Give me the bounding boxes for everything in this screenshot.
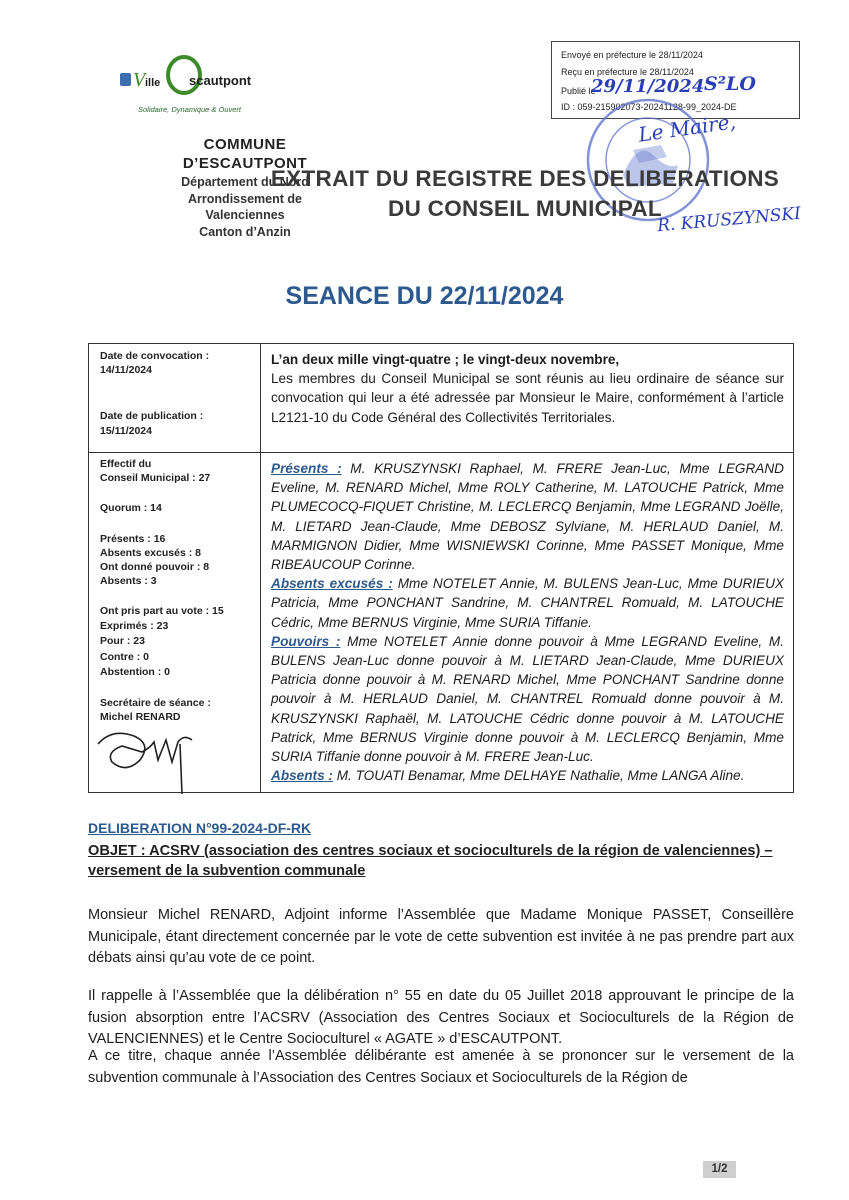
absents-list: M. TOUATI Benamar, Mme DELHAYE Nathalie, Mme LANGA Aline. (332, 768, 745, 784)
le-maire-handwritten: Le Maire, (636, 109, 738, 147)
stamp-id: ID : 059-215902073-20241128-99_2024-DE (561, 102, 737, 112)
logo-tagline: Solidaire, Dynamique & Ouvert (138, 105, 241, 114)
effectif-value: Conseil Municipal : 27 (100, 472, 211, 484)
ont-pris-part-count: Ont pris part au vote : 15 (100, 605, 224, 617)
table-divider-horizontal (88, 452, 794, 453)
secretaire-label: Secrétaire de séance : (100, 697, 211, 709)
commune-arrondissement: Arrondissement de (188, 191, 302, 206)
absents-excuses-list: Mme NOTELET Annie, M. BULENS Jean-Luc, Mme DURIEUX Patricia, Mme PONCHANT Sandrine, M. CHANTREL Romuald, M. LATOUCHE Cédric, Mme BERNUS Virginie, Mme SURIA Tiffanie. (271, 576, 784, 630)
table-divider-vertical (260, 343, 261, 793)
register-title (255, 164, 795, 224)
commune-line1: COMMUNE (203, 136, 287, 153)
ont-donne-pouvoir-count: Ont donné pouvoir : 8 (100, 561, 210, 573)
stamp-handwritten-date: 29/11/2024 (591, 76, 705, 97)
secretaire-name: Michel RENARD (100, 711, 181, 723)
attendance-details (271, 459, 784, 785)
intro-date-line: L’an deux mille vingt-quatre ; le vingt-deux novembre, (271, 352, 620, 367)
ville-escautpont-logo (112, 55, 272, 125)
logo-escautpont: scautpont (189, 73, 252, 88)
absents-paragraph (271, 766, 784, 785)
exprimes-count: Exprimés : 23 (100, 620, 169, 632)
absents-label: Absents : (271, 768, 333, 784)
pouvoirs-label: Pouvoirs : (271, 633, 341, 649)
body-paragraph-3: A ce titre, chaque année l’Assemblée délibérante est amenée à se prononcer sur le versement de la subvention communale à l’Association des Centres Sociaux et Socioculturels de la Région de (88, 1048, 794, 1086)
presents-label: Présents : (271, 461, 342, 476)
commune-department: Département du Nord (181, 175, 309, 189)
pour-count: Pour : 23 (100, 635, 145, 647)
quorum: Quorum : 14 (100, 502, 162, 514)
body-paragraph-1: Monsieur Michel RENARD, Adjoint informe l’Assemblée que Madame Monique PASSET, Conseillère Municipale, étant directement concernée par le vote de cette subvention est invitée à ne pas prendre part aux débats ainsi qu’au vote de ce point. (88, 907, 794, 966)
absents-excuses-label: Absents excusés : (271, 576, 393, 592)
logo-v: V (133, 69, 146, 91)
publication-label: Date de publication : (100, 410, 204, 422)
abstention-count: Abstention : 0 (100, 666, 170, 678)
maire-name-handwritten: R. KRUSZYNSKI (656, 203, 802, 237)
presents-list: M. KRUSZYNSKI Raphael, M. FRERE Jean-Luc, Mme LEGRAND Eveline, M. RENARD Michel, Mme ROLY Catherine, M. LATOUCHE Patrick, Mme PLUMECOCQ-FIQUET Christine, M. LECLERCQ Benjamin, Mme LEGRAND Joëlle, M. LIETARD Jean-Claude, Mme DEBOSZ Sylviane, M. HERLAUD Daniel, M. MARMIGNON Didier, Mme WISNIEWSKI Corinne, Mme PASSET Monique, Mme RIBEAUCOUP Corinne. (271, 461, 784, 573)
convocation-label: Date de convocation : (100, 350, 210, 362)
secretaire-signature (92, 722, 202, 798)
body-paragraph-2: Il rappelle à l’Assemblée que la délibération n° 55 en date du 05 Juillet 2018 approuvant le principe de la fusion absorption entre l’ACSRV (Association des Centres Sociaux et Socioculturels de la Région de VALENCIENNES) et le Centre Socioculturel « AGATE » d’ESCAUTPONT. (88, 988, 794, 1047)
deliberation-number: DELIBERATION N°99-2024-DF-RK (88, 820, 312, 836)
commune-line2: D’ESCAUTPONT (182, 155, 308, 172)
deliberation-objet: OBJET : ACSRV (association des centres sociaux et socioculturels de la région de valenciennes) – versement de la subvention communale (88, 843, 773, 879)
contre-count: Contre : 0 (100, 651, 150, 663)
absents-count: Absents : 3 (100, 575, 157, 587)
logo-ville: ille (145, 77, 161, 89)
commune-canton: Canton d’Anzin (199, 224, 291, 239)
convocation-value: 14/11/2024 (100, 364, 152, 376)
presents-count: Présents : 16 (100, 533, 166, 545)
effectif-label: Effectif du (100, 458, 152, 470)
absents-excuses-count: Absents excusés : 8 (100, 547, 201, 559)
absents-excuses-paragraph (271, 574, 784, 632)
seance-title: SEANCE DU 22/11/2024 (285, 282, 564, 310)
pouvoirs-paragraph (271, 632, 784, 766)
page-number: 1/2 (703, 1161, 736, 1178)
presents-paragraph (271, 459, 784, 574)
stamp-publie: Publié le (561, 86, 596, 96)
intro-text: Les membres du Conseil Municipal se sont réunis au lieu ordinaire de séance sur convocation qui leur a été adressée par Monsieur le Maire, conformément à l’article L2121-10 du Code Général des Collectivités Territoriales. (271, 371, 784, 425)
pouvoirs-list: Mme NOTELET Annie donne pouvoir à Mme LEGRAND Eveline, M. BULENS Jean-Luc donne pouvoir à M. LIETARD Jean-Claude, Mme DURIEUX Patricia donne pouvoir à M. RENARD Michel, Mme PONCHANT Sandrine donne pouvoir à M. HERLAUD Daniel, M. CHANTREL Romuald donne pouvoir à M. KRUSZYNSKI Raphaël, M. LATOUCHE Cédric donne pouvoir à M. LATOUCHE Patrick, Mme BERNUS Virginie donne pouvoir à M. LECLERCQ Benjamin, Mme SURIA Tiffanie donne pouvoir à M. FRERE Jean-Luc. (271, 633, 785, 765)
stamp-recu: Reçu en préfecture le 28/11/2024 (561, 67, 694, 77)
stamp-handwritten-slo: S²LO (704, 73, 756, 95)
coat-of-arms-icon (120, 73, 131, 86)
register-title-line1: EXTRAIT DU REGISTRE DES DELIBERATIONS (270, 166, 780, 191)
register-title-line2: DU CONSEIL MUNICIPAL (388, 196, 662, 221)
publication-value: 15/11/2024 (100, 425, 152, 437)
seance-intro (271, 350, 784, 427)
commune-valenciennes: Valenciennes (205, 208, 285, 222)
stamp-envoye: Envoyé en préfecture le 28/11/2024 (561, 50, 703, 60)
